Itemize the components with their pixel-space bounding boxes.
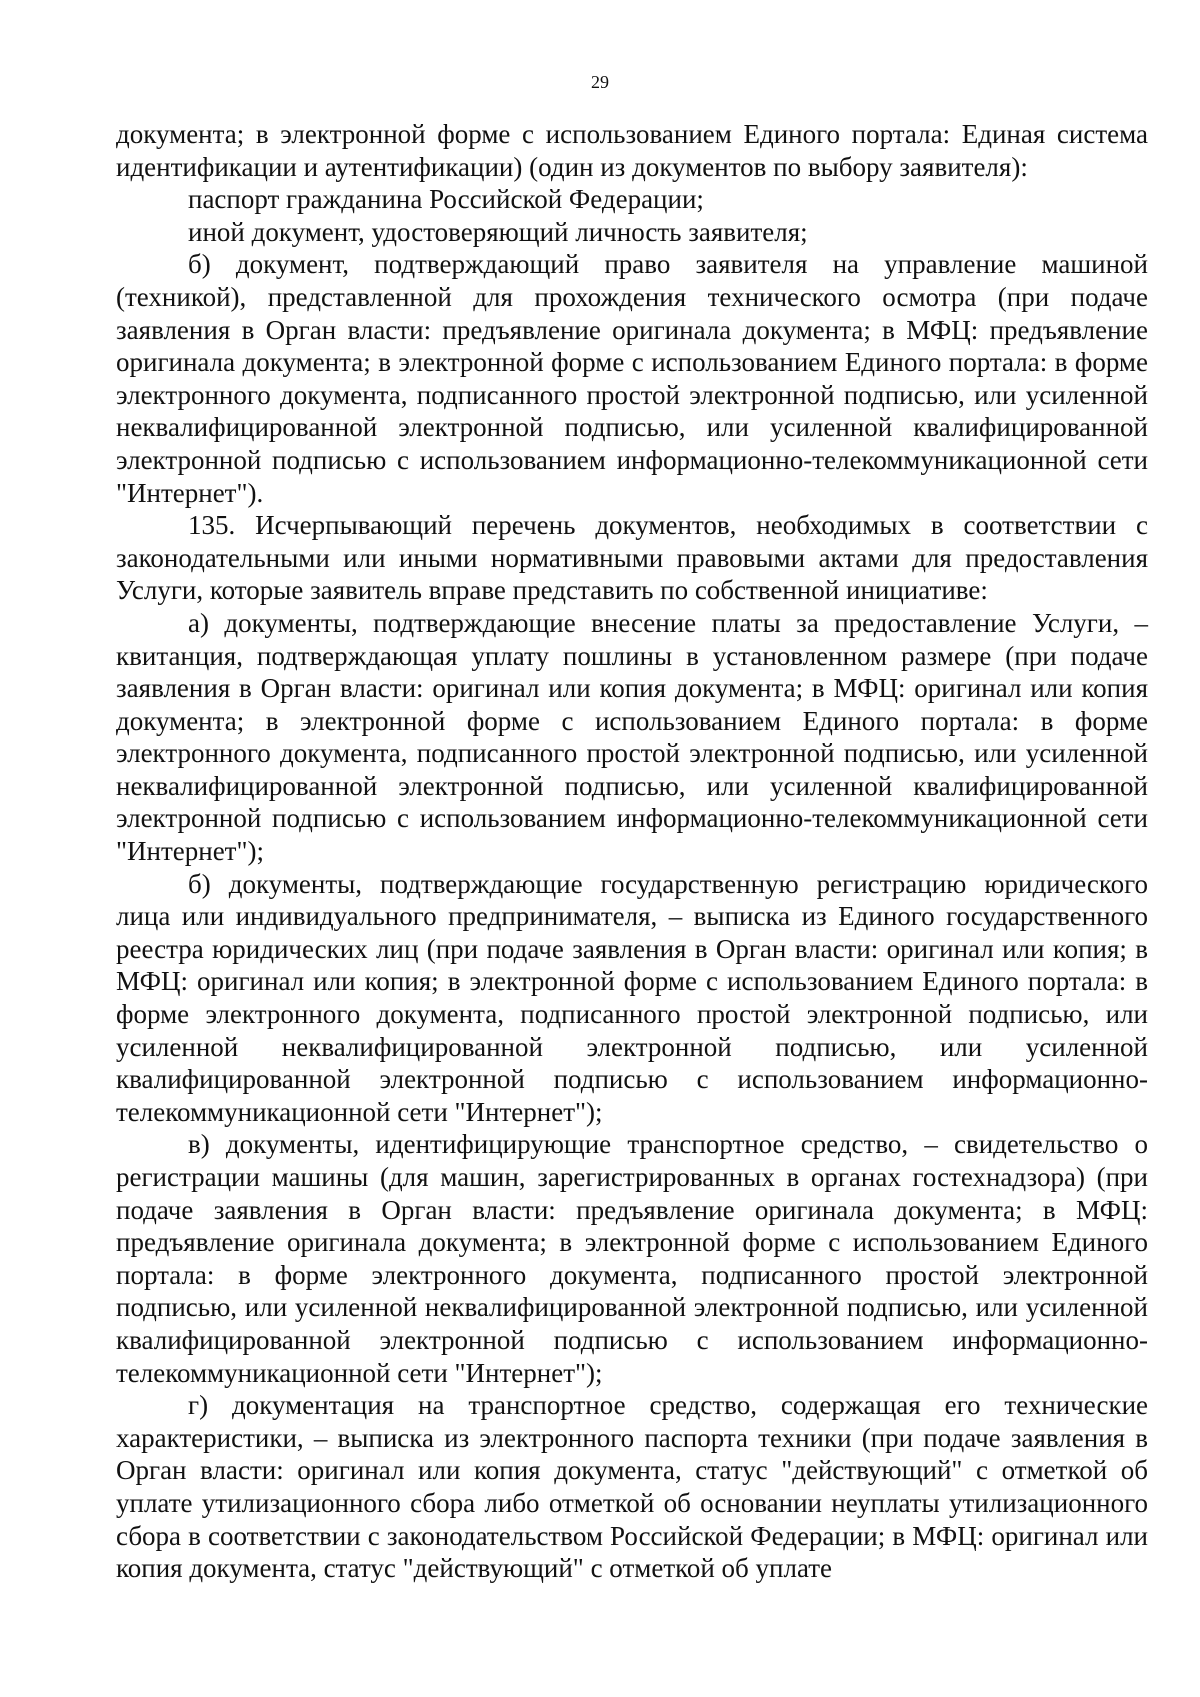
paragraph-item-a-payment: а) документы, подтверждающие внесение платы за предоставление Услуги, – квитанция, подтверждающая уплату пошлины в установленном размере (при подаче заявления в Орган власти: оригинал или копия документа; в МФЦ: оригинал или копия документа; в электронной форме с использованием Единого портала: в форме электронного документа, подписанного простой электронной подписью, или усиленной неквалифицированной электронной подписью, или усиленной квалифицированной электронной подписью с использованием информационно-телекоммуникационной сети "Интернет"); xyxy=(116,607,1148,867)
paragraph-item-v-vehicle-id: в) документы, идентифицирующие транспортное средство, – свидетельство о регистрации машины (для машин, зарегистрированных в органах гостехнадзора) (при подаче заявления в Орган власти: предъявление оригинала документа; в МФЦ: предъявление оригинала документа; в электронной форме с использованием Единого портала: в форме электронного документа, подписанного простой электронной подписью, или усиленной неквалифицированной электронной подписью, или усиленной квалифицированной электронной подписью с использованием информационно-телекоммуникационной сети "Интернет"); xyxy=(116,1129,1148,1388)
paragraph-passport: паспорт гражданина Российской Федерации; xyxy=(188,184,704,215)
page-number: 29 xyxy=(591,72,609,92)
paragraph-item-b-registration: б) документы, подтверждающие государственную регистрацию юридического лица или индивидуального предпринимателя, – выписка из Единого государственного реестра юридических лиц (при подаче заявления в Орган власти: оригинал или копия; в МФЦ: оригинал или копия; в электронной форме с использованием Единого портала: в форме электронного документа, подписанного простой электронной подписью, или усиленной неквалифицированной электронной подписью, или усиленной квалифицированной электронной подписью с использованием информационно-телекоммуникационной сети "Интернет"); xyxy=(116,868,1148,1127)
paragraph-item-g-documentation: г) документация на транспортное средство, содержащая его технические характеристики, – выписка из электронного паспорта техники (при подаче заявления в Орган власти: оригинал или копия документа, статус "действующий" с отметкой об уплате утилизационного сбора либо отметкой об основании неуплаты утилизационного сбора в соответствии с законодательством Российской Федерации; в МФЦ: оригинал или копия документа, статус "действующий" с отметкой об уплате xyxy=(116,1390,1148,1584)
paragraph-other-id: иной документ, удостоверяющий личность заявителя; xyxy=(188,216,808,247)
paragraph-135: 135. Исчерпывающий перечень документов, необходимых в соответствии с законодательными или иными нормативными правовыми актами для предоставления Услуги, которые заявитель вправе представить по собственной инициативе: xyxy=(116,510,1148,606)
paragraph-item-b-driving-right: б) документ, подтверждающий право заявителя на управление машиной (техникой), представленной для прохождения технического осмотра (при подаче заявления в Орган власти: предъявление оригинала документа; в МФЦ: предъявление оригинала документа; в электронной форме с использованием Единого портала: в форме электронного документа, подписанного простой электронной подписью, или усиленной неквалифицированной электронной подписью, или усиленной квалифицированной электронной подписью с использованием информационно-телекоммуникационной сети "Интернет"). xyxy=(116,249,1148,508)
paragraph-continuation: документа; в электронной форме с использованием Единого портала: Единая система идентификации и аутентификации) (один из документов по выбору заявителя): xyxy=(116,119,1148,182)
document-body xyxy=(116,118,1148,1585)
